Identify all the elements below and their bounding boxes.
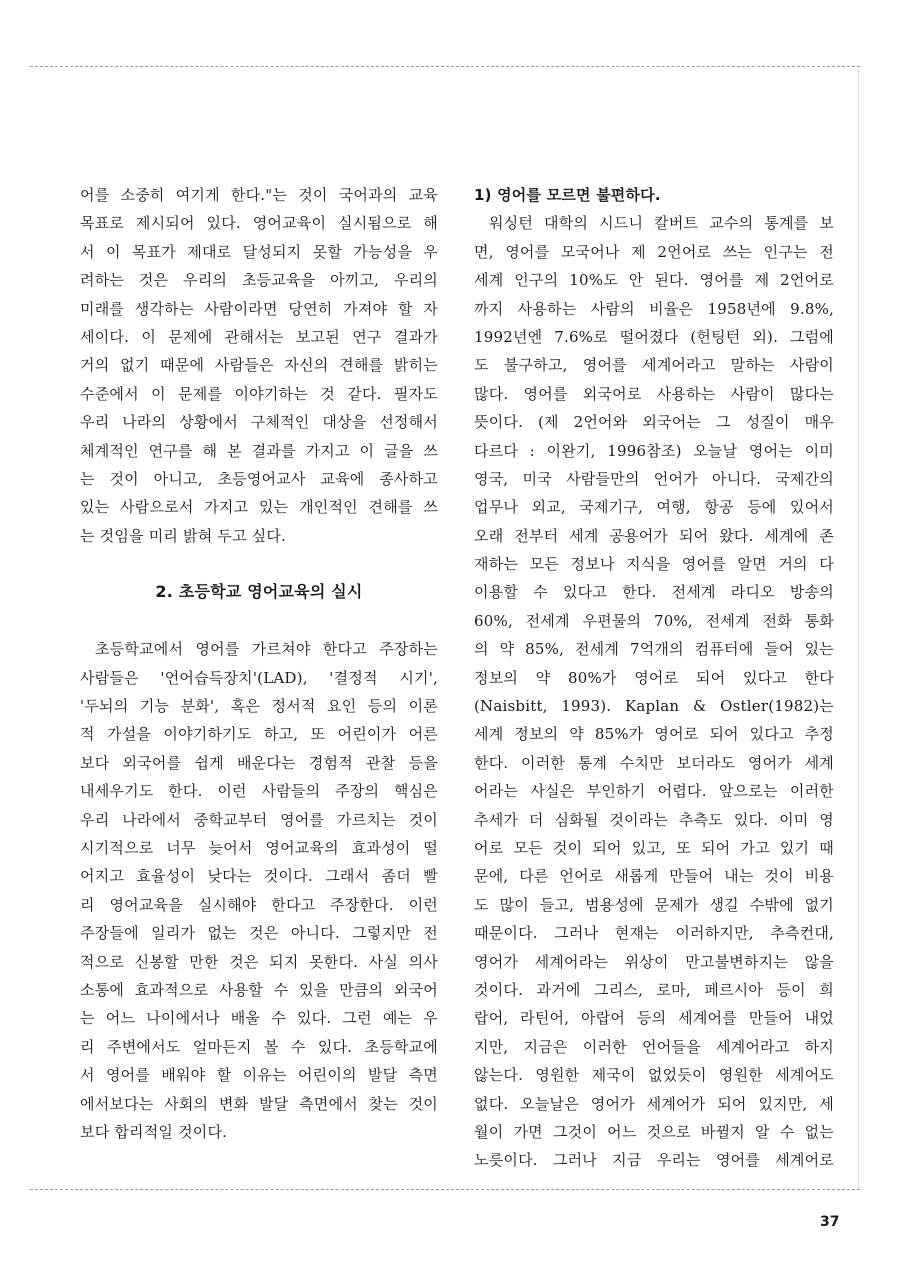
text-line: 미래를 생각하는 사람이라면 당연히 가져야 할 자 <box>80 299 438 318</box>
text-line: 우리 나라의 상황에서 구체적인 대상을 선정해서 <box>80 413 438 432</box>
text-line: 보다 외국어를 쉽게 배운다는 경험적 관찰 등을 <box>80 753 438 772</box>
text-line: 는 것임을 미리 밝혀 두고 싶다. <box>80 526 287 545</box>
section-heading: 2. 초등학교 영어교육의 실시 <box>155 582 363 602</box>
spacer <box>80 607 438 635</box>
text-line: 다르다 : 이완기, 1996참조) 오늘날 영어는 이미 <box>474 441 834 460</box>
text-line: 않는다. 영원한 제국이 없었듯이 영원한 세계어도 <box>474 1066 834 1085</box>
left-column <box>80 181 438 1146</box>
top-rule <box>30 66 860 67</box>
text-line: 것이다. 과거에 그리스, 로마, 페르시아 등이 희 <box>474 980 834 999</box>
right-column <box>474 181 834 1175</box>
text-line: 는 어느 나이에서나 배울 수 있다. 그런 예는 우 <box>80 1009 438 1028</box>
text-line: 려하는 것은 우리의 초등교육을 아끼고, 우리의 <box>80 271 438 290</box>
text-line: 리 영어교육을 실시해야 한다고 주장한다. 이런 <box>80 895 438 914</box>
page-number: 37 <box>820 1214 840 1230</box>
text-line: 시기적으로 너무 늦어서 영어교육의 효과성이 떨 <box>80 838 438 857</box>
bottom-rule <box>30 1189 860 1190</box>
text-line: 지만, 지금은 이러한 언어들을 세계어라고 하지 <box>474 1037 834 1056</box>
text-line: 영어가 세계어라는 위상이 만고불변하지는 않을 <box>474 952 834 971</box>
left-paragraph-1 <box>80 181 438 550</box>
text-line: 까지 사용하는 사람의 비율은 1958년에 9.8%, <box>474 299 834 318</box>
text-line: 사람들은 '언어습득장치'(LAD), '결정적 시기', <box>80 668 438 687</box>
text-line: 체계적인 연구를 해 본 결과를 가지고 이 글을 쓰 <box>80 441 438 460</box>
text-line: 업무나 외교, 국제기구, 여행, 항공 등에 있어서 <box>474 498 834 517</box>
spacer <box>80 550 438 578</box>
text-line: 주장들에 일리가 없는 것은 아니다. 그렇지만 전 <box>80 924 438 943</box>
text-line: 의 약 85%, 전세계 7억개의 컴퓨터에 들어 있는 <box>474 640 834 659</box>
text-line: 60%, 전세계 우편물의 70%, 전세계 전화 통화 <box>474 611 834 630</box>
text-line: 소통에 효과적으로 사용할 수 있을 만큼의 외국어 <box>80 980 438 999</box>
text-line: 어로 모든 것이 되어 있고, 또 되어 가고 있기 때 <box>474 838 834 857</box>
text-line: 거의 없기 때문에 사람들은 자신의 견해를 밝히는 <box>80 356 438 375</box>
text-line: 리 주변에서도 얼마든지 볼 수 있다. 초등학교에 <box>80 1037 438 1056</box>
text-line: 많다. 영어를 외국어로 사용하는 사람이 많다는 <box>474 384 834 403</box>
text-line: 수준에서 이 문제를 이야기하는 것 같다. 필자도 <box>80 384 438 403</box>
text-line: 는 것이 아니고, 초등영어교사 교육에 종사하고 <box>80 469 438 488</box>
text-line: 목표로 제시되어 있다. 영어교육이 실시됨으로 해 <box>80 214 438 233</box>
text-line: 어라는 사실은 부인하기 어렵다. 앞으로는 이러한 <box>474 782 834 801</box>
text-line: 1992년엔 7.6%로 떨어졌다 (헌팅턴 외). 그럼에 <box>474 327 834 346</box>
text-line: 이용할 수 있다고 한다. 전세계 라디오 방송의 <box>474 583 834 602</box>
text-line: 추세가 더 심화될 것이라는 추측도 있다. 이미 영 <box>474 810 834 829</box>
text-line: 노릇이다. 그러나 지금 우리는 영어를 세계어로 <box>474 1151 834 1170</box>
text-line: 세계 정보의 약 85%가 영어로 되어 있다고 추정 <box>474 725 834 744</box>
text-line: 영국, 미국 사람들만의 언어가 아니다. 국제간의 <box>474 469 834 488</box>
text-line: 적으로 신봉할 만한 것은 되지 못한다. 사실 의사 <box>80 952 438 971</box>
left-paragraph-2 <box>80 635 438 1146</box>
text-line: 없다. 오늘날은 영어가 세계어가 되어 있지만, 세 <box>474 1094 834 1113</box>
right-paragraph <box>474 209 834 1174</box>
text-line: 어지고 효율성이 낮다는 것이다. 그래서 좀더 빨 <box>80 867 438 886</box>
text-line: 워싱턴 대학의 시드니 칼버트 교수의 통계를 보 <box>489 214 834 233</box>
text-line: 도 많이 들고, 범용성에 문제가 생길 수밖에 없기 <box>474 895 834 914</box>
text-line: 도 불구하고, 영어를 세계어라고 말하는 사람이 <box>474 356 834 375</box>
text-line: 보다 합리적일 것이다. <box>80 1122 228 1141</box>
text-line: 적 가설을 이야기하기도 하고, 또 어린이가 어른 <box>80 725 438 744</box>
text-line: 한다. 이러한 통계 수치만 보더라도 영어가 세계 <box>474 753 834 772</box>
text-line: 내세우기도 한다. 이런 사람들의 주장의 핵심은 <box>80 782 438 801</box>
text-line: 월이 가면 그것이 어느 것으로 바뀔지 알 수 없는 <box>474 1122 834 1141</box>
text-line: 서 영어를 배워야 할 이유는 어린이의 발달 측면 <box>80 1066 438 1085</box>
text-line: 세이다. 이 문제에 관해서는 보고된 연구 결과가 <box>80 327 438 346</box>
text-line: 면, 영어를 모국어나 제 2언어로 쓰는 인구는 전 <box>474 242 834 261</box>
text-line: 에서보다는 사회의 변화 발달 측면에서 찾는 것이 <box>80 1094 438 1113</box>
text-line: 재하는 모든 정보나 지식을 영어를 알면 거의 다 <box>474 555 834 574</box>
text-line: 서 이 목표가 제대로 달성되지 못할 가능성을 우 <box>80 242 438 261</box>
text-line: 랍어, 라틴어, 아랍어 등의 세계어를 만들어 내었 <box>474 1009 834 1028</box>
text-line: 뜻이다. (제 2언어와 외국어는 그 성질이 매우 <box>474 413 834 432</box>
sub-heading: 1) 영어를 모르면 불편하다. <box>474 186 661 204</box>
text-line: 때문이다. 그러나 현재는 이러하지만, 추측컨대, <box>474 924 834 943</box>
text-line: 정보의 약 80%가 영어로 되어 있다고 한다 <box>474 668 834 687</box>
text-line: 초등학교에서 영어를 가르쳐야 한다고 주장하는 <box>95 640 438 659</box>
text-line: '두뇌의 기능 분화', 혹은 정서적 요인 등의 이론 <box>80 697 438 716</box>
text-line: 세계 인구의 10%도 안 된다. 영어를 제 2언어로 <box>474 271 834 290</box>
text-line: (Naisbitt, 1993). Kaplan & Ostler(1982)는 <box>474 697 834 716</box>
right-edge-line <box>858 70 859 1190</box>
text-line: 있는 사람으로서 가지고 있는 개인적인 견해를 쓰 <box>80 498 438 517</box>
text-line: 오래 전부터 세계 공용어가 되어 왔다. 세계에 존 <box>474 526 834 545</box>
text-line: 우리 나라에서 중학교부터 영어를 가르치는 것이 <box>80 810 438 829</box>
text-line: 어를 소중히 여기게 한다."는 것이 국어과의 교육 <box>80 186 438 204</box>
text-line: 문에, 다른 언어로 새롭게 만들어 내는 것이 비용 <box>474 867 834 886</box>
